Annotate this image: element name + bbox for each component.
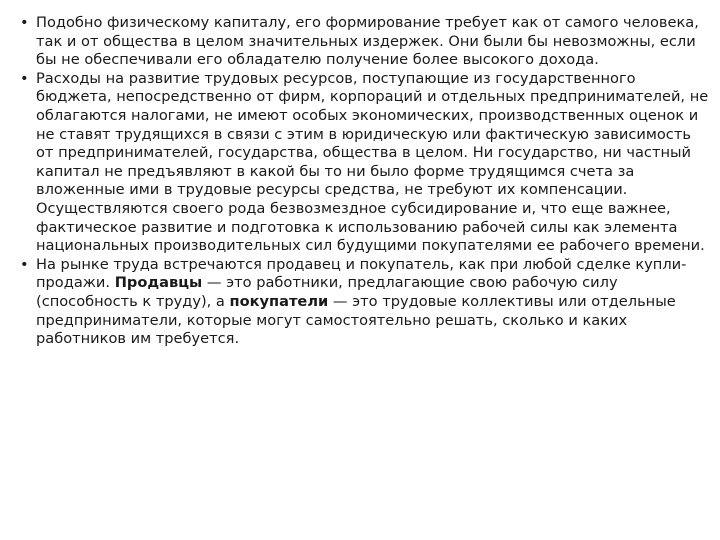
- term-sellers: Продавцы: [114, 274, 203, 292]
- bullet-text-3-part1: На рынке труда встречаются продавец и покупатель, как при любой сделке купли-продажи.: [36, 255, 687, 292]
- bullet-dot-icon: •: [20, 14, 29, 31]
- bullet-text-2: Расходы на развитие трудовых ресурсов, поступающие из государственного бюджета, непосредственно от фирм, корпораций и отдельных предпринимателей, не облагаются налогами, не имеют особых экономических, производственных оценок и не ставят трудящихся в связи с этим в юридическую или фактическую зависимость от предпринимателей, государства, общества в целом. Ни государство, ни частный капитал не предъявляют в какой бы то ни было форме трудящимся счета за вложенные ими в трудовые ресурсы средства, не требуют их компенсации. Осуществляются своего рода безвозмездное субсидирование и, что еще важнее, фактическое развитие и подготовка к использованию рабочей силы как элемента национальных производительных сил будущими покупателями ее рабочего времени.: [36, 69, 709, 255]
- bullet-text-3-part2: — это работники, предлагающие свою рабочую силу (способность к труду), а: [36, 274, 618, 310]
- bullet-item-1: [20, 14, 712, 70]
- bullet-item-3: [20, 256, 712, 349]
- term-buyers: покупатели: [229, 292, 329, 310]
- bullet-text-3-part3: — это трудовые коллективы или отдельные предприниматели, которые могут самостоятельно решать, сколько и каких работников им требуется.: [36, 292, 676, 348]
- bullet-text-1: Подобно физическому капиталу, его формирование требует как от самого человека, так и от общества в целом значительных издержек. Они были бы невозможны, если бы не обеспечивали его обладателю получение более высокого дохода.: [36, 14, 699, 69]
- bullet-dot-icon: •: [20, 69, 29, 87]
- bullet-dot-icon: •: [20, 255, 29, 273]
- bullet-list: [20, 14, 712, 349]
- bullet-item-2: [20, 70, 712, 256]
